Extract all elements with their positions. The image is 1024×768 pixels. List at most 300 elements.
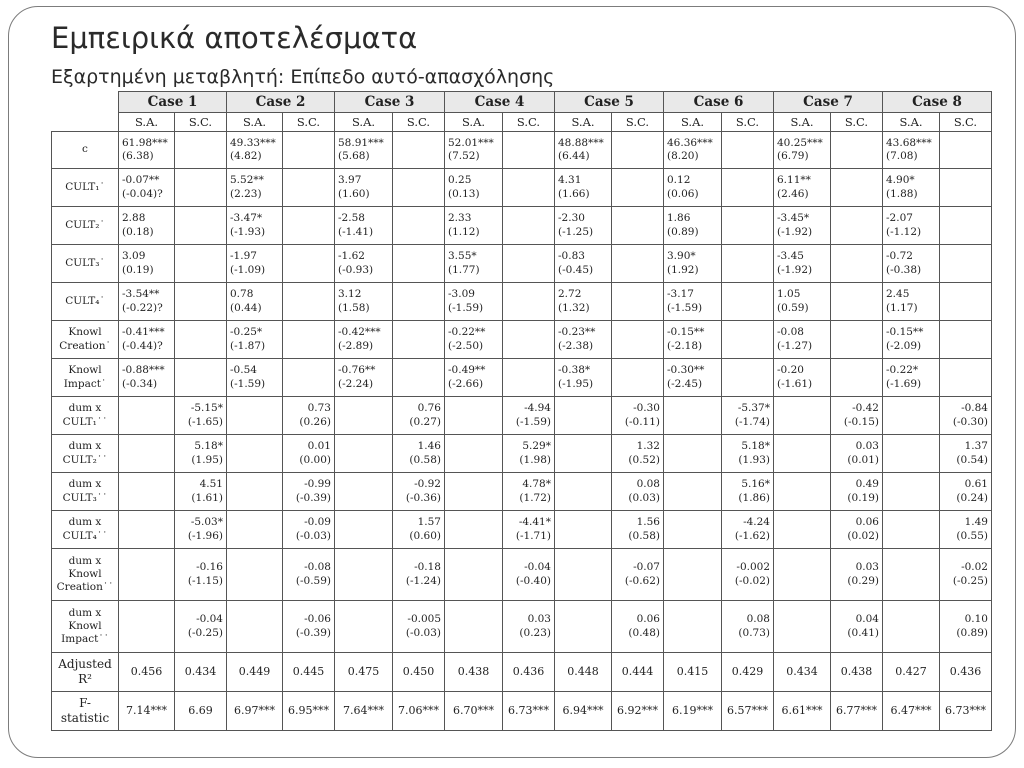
empty-cell: [119, 397, 175, 435]
coefficient-cell: [227, 283, 283, 321]
coefficient-value: 0.61: [964, 478, 988, 491]
empty-cell: [722, 245, 774, 283]
coefficient-cell: [555, 169, 612, 207]
test-statistic: (-0.38): [886, 263, 922, 276]
test-statistic: (-1.62): [734, 529, 770, 542]
table-row: [52, 359, 992, 397]
empty-cell: [227, 473, 283, 511]
test-statistic: (1.86): [738, 491, 770, 504]
test-statistic: (-2.38): [558, 339, 594, 352]
test-statistic: (1.66): [558, 187, 590, 200]
adjusted-r2-value: 0.429: [722, 653, 774, 692]
empty-cell: [722, 321, 774, 359]
test-statistic: (-0.34): [122, 377, 158, 390]
test-statistic: (-1.12): [886, 225, 922, 238]
coefficient-value: 40.25***: [777, 136, 823, 149]
coefficient-cell: [722, 549, 774, 601]
empty-cell: [774, 549, 831, 601]
row-label-line: CULT₄˙: [65, 294, 105, 307]
coefficient-cell: [940, 473, 992, 511]
test-statistic: (-2.09): [886, 339, 922, 352]
coefficient-cell: [940, 549, 992, 601]
empty-cell: [883, 549, 940, 601]
empty-cell: [612, 245, 664, 283]
row-label-line: dum x: [68, 478, 102, 491]
coefficient-value: -0.23**: [558, 326, 596, 339]
coefficient-value: -4.24: [743, 516, 770, 529]
empty-cell: [940, 245, 992, 283]
coefficient-cell: [393, 511, 445, 549]
coefficient-value: -0.07**: [122, 174, 160, 187]
test-statistic: (0.01): [847, 453, 879, 466]
test-statistic: (-0.15): [843, 415, 879, 428]
table-row: [52, 283, 992, 321]
test-statistic: (0.89): [667, 225, 699, 238]
coefficient-cell: [831, 397, 883, 435]
test-statistic: (1.98): [519, 453, 551, 466]
empty-cell: [227, 435, 283, 473]
empty-cell: [503, 321, 555, 359]
adjusted-r2-value: 0.445: [283, 653, 335, 692]
subheader-sc: S.C.: [831, 113, 883, 132]
test-statistic: (-0.22)?: [122, 301, 163, 314]
test-statistic: (-0.44)?: [122, 339, 163, 352]
coefficient-value: -4.94: [524, 402, 551, 415]
empty-cell: [722, 283, 774, 321]
empty-cell: [555, 435, 612, 473]
empty-cell: [335, 601, 393, 653]
table-row: [52, 245, 992, 283]
coefficient-cell: [119, 245, 175, 283]
coefficient-value: -0.84: [961, 402, 988, 415]
empty-cell: [175, 321, 227, 359]
coefficient-value: -1.97: [230, 250, 257, 263]
coefficient-value: -5.03*: [190, 516, 223, 529]
coefficient-value: 43.68***: [886, 136, 932, 149]
coefficient-value: 0.03: [527, 613, 551, 626]
coefficient-cell: [175, 473, 227, 511]
adjusted-r2-value: 0.475: [335, 653, 393, 692]
coefficient-value: 0.49: [855, 478, 879, 491]
f-statistic-value: 6.61***: [774, 692, 831, 731]
coefficient-value: 2.33: [448, 212, 472, 225]
coefficient-value: 0.08: [636, 478, 660, 491]
f-statistic-value: 6.77***: [831, 692, 883, 731]
row-label: [52, 245, 119, 283]
row-label-line: dum x: [68, 402, 102, 415]
coefficient-cell: [503, 435, 555, 473]
row-label: [52, 397, 119, 435]
test-statistic: (-1.59): [667, 301, 703, 314]
subheader-sc: S.C.: [722, 113, 774, 132]
coefficient-value: -3.09: [448, 288, 475, 301]
empty-cell: [883, 601, 940, 653]
coefficient-value: -3.45*: [777, 212, 810, 225]
coefficient-value: -0.15**: [886, 326, 924, 339]
empty-cell: [335, 549, 393, 601]
row-label-line: Creation˙˙: [56, 581, 114, 594]
coefficient-value: -0.002: [736, 561, 770, 574]
row-label-line: CULT₃˙˙: [62, 491, 108, 504]
empty-cell: [940, 321, 992, 359]
empty-cell: [831, 321, 883, 359]
coefficient-cell: [774, 245, 831, 283]
coefficient-cell: [445, 207, 503, 245]
test-statistic: (2.46): [777, 187, 809, 200]
coefficient-value: -0.72: [886, 250, 913, 263]
test-statistic: (-1.15): [187, 574, 223, 587]
test-statistic: (-2.50): [448, 339, 484, 352]
test-statistic: (-1.96): [187, 529, 223, 542]
row-label-line: CULT₁˙: [65, 180, 105, 193]
test-statistic: (-1.25): [558, 225, 594, 238]
table-row: [52, 511, 992, 549]
row-label-line: R²: [78, 672, 92, 686]
empty-cell: [883, 435, 940, 473]
test-statistic: (0.13): [448, 187, 480, 200]
adjusted-r2-value: 0.448: [555, 653, 612, 692]
empty-cell: [175, 132, 227, 169]
test-statistic: (-1.41): [338, 225, 374, 238]
empty-cell: [335, 435, 393, 473]
table-row: [52, 549, 992, 601]
test-statistic: (-0.39): [295, 626, 331, 639]
empty-cell: [445, 511, 503, 549]
f-statistic-value: 6.47***: [883, 692, 940, 731]
coefficient-cell: [335, 321, 393, 359]
coefficient-value: -0.30: [633, 402, 660, 415]
case-header: Case 7: [774, 92, 883, 113]
subheader-sc: S.C.: [612, 113, 664, 132]
empty-cell: [774, 473, 831, 511]
coefficient-value: -0.15**: [667, 326, 705, 339]
coefficient-value: -0.09: [304, 516, 331, 529]
test-statistic: (0.58): [409, 453, 441, 466]
empty-cell: [283, 245, 335, 283]
coefficient-cell: [175, 397, 227, 435]
test-statistic: (1.77): [448, 263, 480, 276]
coefficient-cell: [335, 245, 393, 283]
coefficient-value: -1.62: [338, 250, 365, 263]
f-statistic-value: 7.06***: [393, 692, 445, 731]
test-statistic: (-0.62): [624, 574, 660, 587]
empty-cell: [283, 207, 335, 245]
coefficient-value: -3.54**: [122, 288, 160, 301]
coefficient-value: 3.12: [338, 288, 362, 301]
row-label: [52, 473, 119, 511]
row-label-line: Knowl: [68, 567, 102, 580]
coefficient-cell: [940, 435, 992, 473]
coefficient-value: -0.88***: [122, 364, 165, 377]
empty-cell: [445, 397, 503, 435]
empty-cell: [503, 132, 555, 169]
test-statistic: (0.00): [299, 453, 331, 466]
adjusted-r2-value: 0.415: [664, 653, 722, 692]
empty-cell: [664, 601, 722, 653]
test-statistic: (-1.24): [405, 574, 441, 587]
empty-cell: [119, 473, 175, 511]
f-statistic-value: 6.97***: [227, 692, 283, 731]
row-label-line: Impact˙˙: [61, 633, 109, 646]
row-label: [52, 692, 119, 731]
case-header: Case 5: [555, 92, 664, 113]
test-statistic: (-0.30): [952, 415, 988, 428]
adjusted-r2-value: 0.444: [612, 653, 664, 692]
f-statistic-value: 7.64***: [335, 692, 393, 731]
test-statistic: (0.58): [628, 529, 660, 542]
coefficient-value: -0.25*: [230, 326, 263, 339]
subheader-sc: S.C.: [393, 113, 445, 132]
row-label-line: c: [82, 143, 88, 156]
coefficient-value: 0.03: [855, 561, 879, 574]
empty-cell: [722, 207, 774, 245]
adjusted-r2-row: [52, 653, 992, 692]
coefficient-cell: [445, 245, 503, 283]
coefficient-value: -0.42***: [338, 326, 381, 339]
test-statistic: (0.19): [122, 263, 154, 276]
empty-cell: [612, 321, 664, 359]
empty-cell: [119, 511, 175, 549]
empty-cell: [831, 245, 883, 283]
header-corner: [52, 92, 119, 113]
coefficient-cell: [555, 207, 612, 245]
empty-cell: [612, 207, 664, 245]
empty-cell: [393, 207, 445, 245]
empty-cell: [175, 207, 227, 245]
coefficient-value: 0.06: [636, 613, 660, 626]
adjusted-r2-value: 0.456: [119, 653, 175, 692]
coefficient-value: 46.36***: [667, 136, 713, 149]
empty-cell: [555, 601, 612, 653]
test-statistic: (0.02): [847, 529, 879, 542]
subheader-sa: S.A.: [227, 113, 283, 132]
row-label: [52, 549, 119, 601]
test-statistic: (0.26): [299, 415, 331, 428]
coefficient-cell: [393, 397, 445, 435]
coefficient-cell: [664, 132, 722, 169]
row-label: [52, 511, 119, 549]
test-statistic: (-0.03): [405, 626, 441, 639]
coefficient-value: 5.29*: [522, 440, 551, 453]
empty-cell: [940, 283, 992, 321]
empty-cell: [664, 549, 722, 601]
f-statistic-value: 6.94***: [555, 692, 612, 731]
test-statistic: (-1.27): [777, 339, 813, 352]
coefficient-value: 52.01***: [448, 136, 494, 149]
coefficient-value: 0.76: [417, 402, 441, 415]
empty-cell: [503, 245, 555, 283]
test-statistic: (0.73): [738, 626, 770, 639]
coefficient-cell: [612, 435, 664, 473]
coefficient-cell: [883, 321, 940, 359]
coefficient-value: -0.04: [524, 561, 551, 574]
row-label-line: Impact˙: [63, 377, 107, 390]
empty-cell: [612, 169, 664, 207]
coefficient-cell: [831, 511, 883, 549]
row-label-line: statistic: [60, 711, 110, 725]
empty-cell: [445, 473, 503, 511]
empty-cell: [393, 245, 445, 283]
test-statistic: (1.58): [338, 301, 370, 314]
coefficient-cell: [335, 207, 393, 245]
row-label: [52, 283, 119, 321]
test-statistic: (-1.59): [230, 377, 266, 390]
coefficient-cell: [227, 207, 283, 245]
coefficient-cell: [335, 359, 393, 397]
coefficient-value: 1.86: [667, 212, 691, 225]
coefficient-cell: [227, 359, 283, 397]
coefficient-cell: [175, 549, 227, 601]
test-statistic: (6.38): [122, 150, 154, 162]
table-row: [52, 473, 992, 511]
coefficient-cell: [119, 321, 175, 359]
coefficient-cell: [722, 511, 774, 549]
row-label: [52, 321, 119, 359]
empty-cell: [393, 283, 445, 321]
coefficient-value: 5.18*: [741, 440, 770, 453]
coefficient-cell: [227, 132, 283, 169]
empty-cell: [283, 283, 335, 321]
test-statistic: (-1.92): [777, 263, 813, 276]
coefficient-value: 0.01: [307, 440, 331, 453]
coefficient-cell: [883, 359, 940, 397]
row-label: [52, 653, 119, 692]
coefficient-value: 6.11**: [777, 174, 811, 187]
test-statistic: (-2.66): [448, 377, 484, 390]
coefficient-cell: [227, 321, 283, 359]
empty-cell: [831, 169, 883, 207]
empty-cell: [283, 132, 335, 169]
empty-cell: [664, 511, 722, 549]
coefficient-cell: [335, 169, 393, 207]
empty-cell: [335, 511, 393, 549]
coefficient-value: -0.42: [852, 402, 879, 415]
empty-cell: [664, 473, 722, 511]
coefficient-cell: [393, 435, 445, 473]
coefficient-value: -0.18: [414, 561, 441, 574]
coefficient-cell: [722, 473, 774, 511]
coefficient-value: -0.38*: [558, 364, 591, 377]
table-row: [52, 169, 992, 207]
row-label-line: Creation˙: [59, 339, 111, 352]
coefficient-value: 2.88: [122, 212, 146, 225]
empty-cell: [503, 283, 555, 321]
coefficient-value: 48.88***: [558, 136, 604, 149]
coefficient-cell: [664, 245, 722, 283]
coefficient-cell: [555, 245, 612, 283]
case-header: Case 3: [335, 92, 445, 113]
coefficient-cell: [831, 601, 883, 653]
coefficient-cell: [883, 283, 940, 321]
coefficient-cell: [503, 549, 555, 601]
coefficient-cell: [175, 511, 227, 549]
row-label: [52, 359, 119, 397]
row-label: [52, 435, 119, 473]
empty-cell: [555, 397, 612, 435]
coefficient-cell: [664, 283, 722, 321]
coefficient-value: 4.78*: [522, 478, 551, 491]
row-label-line: Knowl: [68, 364, 102, 377]
subheader-sa: S.A.: [445, 113, 503, 132]
f-statistic-value: 6.70***: [445, 692, 503, 731]
coefficient-cell: [722, 601, 774, 653]
test-statistic: (-1.61): [777, 377, 813, 390]
test-statistic: (-1.09): [230, 263, 266, 276]
coefficient-value: -0.99: [304, 478, 331, 491]
empty-cell: [664, 397, 722, 435]
case-header: Case 6: [664, 92, 774, 113]
coefficient-cell: [283, 397, 335, 435]
subheader-row: [52, 113, 992, 132]
empty-cell: [445, 549, 503, 601]
table-header: [52, 92, 992, 132]
coefficient-cell: [445, 283, 503, 321]
test-statistic: (-0.25): [952, 574, 988, 587]
empty-cell: [883, 397, 940, 435]
coefficient-cell: [774, 359, 831, 397]
coefficient-cell: [555, 321, 612, 359]
coefficient-cell: [774, 207, 831, 245]
empty-cell: [940, 169, 992, 207]
coefficient-value: -3.47*: [230, 212, 263, 225]
coefficient-cell: [283, 473, 335, 511]
test-statistic: (-2.24): [338, 377, 374, 390]
test-statistic: (-1.93): [230, 225, 266, 238]
test-statistic: (0.06): [667, 187, 699, 200]
coefficient-cell: [503, 601, 555, 653]
coefficient-value: -0.49**: [448, 364, 486, 377]
subheader-sa: S.A.: [119, 113, 175, 132]
coefficient-value: 3.90*: [667, 250, 696, 263]
adjusted-r2-value: 0.434: [774, 653, 831, 692]
coefficient-value: 1.57: [417, 516, 441, 529]
test-statistic: (-1.95): [558, 377, 594, 390]
coefficient-value: 3.55*: [448, 250, 477, 263]
test-statistic: (-2.89): [338, 339, 374, 352]
coefficient-value: 0.73: [307, 402, 331, 415]
coefficient-cell: [119, 132, 175, 169]
coefficient-value: -0.54: [230, 364, 257, 377]
coefficient-value: 4.31: [558, 174, 582, 187]
test-statistic: (-1.69): [886, 377, 922, 390]
test-statistic: (1.17): [886, 301, 918, 314]
empty-cell: [335, 473, 393, 511]
coefficient-cell: [119, 359, 175, 397]
empty-cell: [612, 132, 664, 169]
empty-cell: [612, 359, 664, 397]
test-statistic: (-1.87): [230, 339, 266, 352]
coefficient-value: 1.56: [636, 516, 660, 529]
coefficient-value: -0.08: [304, 561, 331, 574]
coefficient-cell: [664, 169, 722, 207]
coefficient-value: -3.17: [667, 288, 694, 301]
case-header-row: [52, 92, 992, 113]
test-statistic: (0.48): [628, 626, 660, 639]
test-statistic: (0.54): [956, 453, 988, 466]
row-label-line: Knowl: [68, 619, 102, 632]
test-statistic: (0.44): [230, 301, 262, 314]
test-statistic: (-2.18): [667, 339, 703, 352]
coefficient-value: -0.04: [196, 613, 223, 626]
coefficient-value: 0.12: [667, 174, 691, 187]
subheader-corner: [52, 113, 119, 132]
coefficient-value: -2.30: [558, 212, 585, 225]
test-statistic: (-1.74): [734, 415, 770, 428]
case-header: Case 4: [445, 92, 555, 113]
coefficient-cell: [722, 435, 774, 473]
empty-cell: [335, 397, 393, 435]
coefficient-value: 58.91***: [338, 136, 384, 149]
